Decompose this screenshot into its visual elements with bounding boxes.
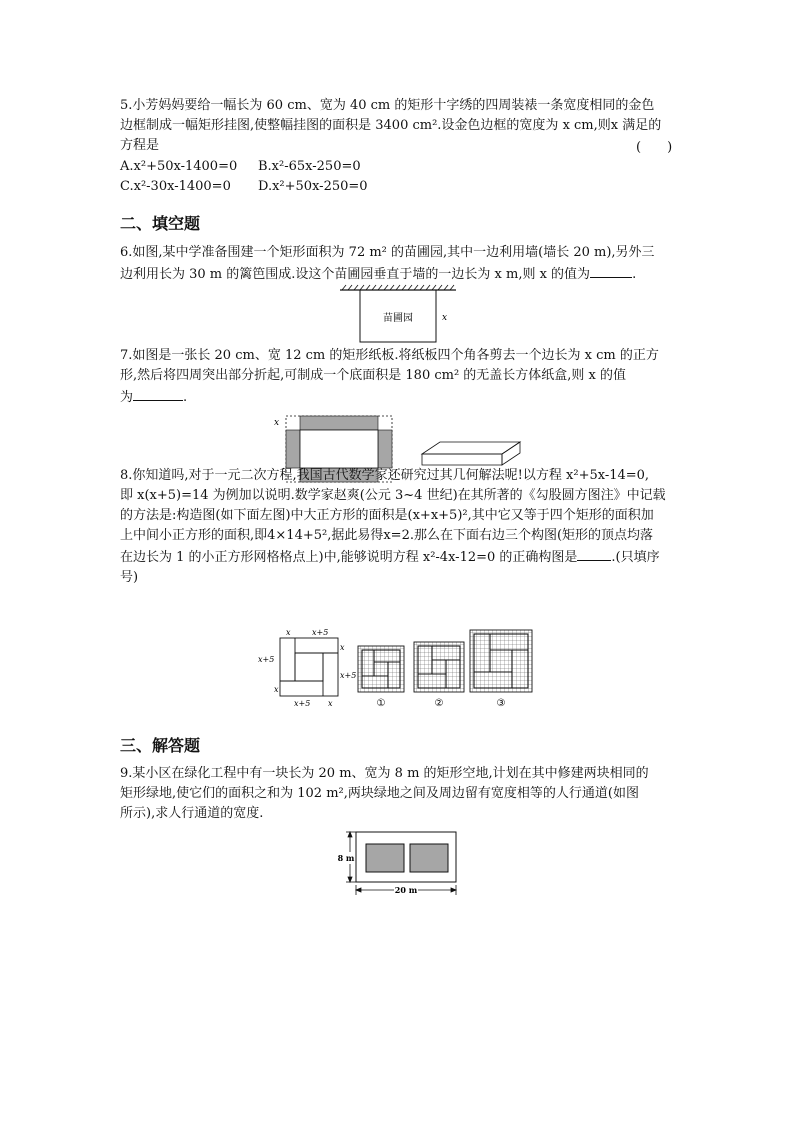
q7-line-3: 为	[120, 390, 134, 405]
label-right-x-plus-5: x+5	[340, 671, 357, 680]
flap-right	[378, 430, 392, 468]
zhao-shuang-diagram	[258, 626, 358, 708]
q8-line-5-end: .(只填序	[611, 550, 660, 565]
label-right-x: x	[340, 643, 345, 652]
box-base	[300, 430, 378, 468]
big-square-construction	[280, 638, 338, 696]
q6-line-2: 边利用长为 30 m 的篱笆围成.设这个苗圃园垂直于墙的一边长为 x m,则 x 的值为	[120, 267, 591, 282]
q8-line-5: 在边长为 1 的小正方形网格格点上)中,能够说明方程 x²-4x-12=0 的正确构图是	[120, 550, 578, 565]
label-top-x: x	[286, 628, 291, 637]
flap-top	[300, 416, 378, 430]
question-9	[120, 764, 680, 824]
question-8	[120, 466, 680, 588]
q5-option-a: A.x²+50x-1400=0	[120, 159, 238, 174]
q7-line-3-end: .	[183, 390, 188, 405]
q5-line-1: 5.小芳妈妈要给一幅长为 60 cm、宽为 40 cm 的矩形十字绣的四周装裱一条宽度相同的金色	[120, 98, 655, 113]
label-bottom-x: x	[328, 699, 333, 708]
q7-line-1: 7.如图是一张长 20 cm、宽 12 cm 的矩形纸板.将纸板四个角各剪去一个边长为 x cm 的正方	[120, 348, 659, 363]
section-heading-solve: 三、解答题	[120, 736, 201, 755]
q6-line-2-end: .	[632, 267, 637, 282]
grid-choices	[356, 628, 536, 712]
open-box-drawing	[422, 442, 520, 465]
q5-line-2: 边框制成一幅矩形挂图,使整幅挂图的面积是 3400 cm².设金色边框的宽度为 x cm,则x 满足的	[120, 118, 662, 133]
wall-hatching	[342, 285, 454, 290]
nursery-label: 苗圃园	[383, 313, 413, 324]
q8-answer-blank[interactable]	[577, 546, 611, 561]
grid-choice-1	[358, 646, 404, 709]
q5-answer-paren: ( )	[636, 140, 673, 155]
q5-option-b: B.x²-65x-250=0	[258, 159, 361, 174]
q7-answer-blank[interactable]	[133, 386, 183, 401]
q9-line-2: 矩形绿地,使它们的面积之和为 102 m²,两块绿地之间及周边留有宽度相等的人行通道(如图	[120, 786, 639, 801]
q8-line-6: 号)	[120, 570, 139, 585]
green-plot-right	[410, 844, 448, 872]
label-left-x: x	[274, 685, 279, 694]
width-label: 20 m	[394, 885, 418, 895]
question-5	[120, 96, 680, 156]
question-7	[120, 346, 680, 408]
q8-line-1: 8.你知道吗,对于一元二次方程,我国古代数学家还研究过其几何解法呢!以方程 x²+5x-14=0,	[120, 468, 650, 483]
q5-line-3: 方程是	[120, 138, 160, 153]
choice-3-label: ③	[496, 698, 506, 709]
label-top-x-plus-5: x+5	[312, 628, 329, 637]
q6-line-1: 6.如图,某中学准备围建一个矩形面积为 72 m² 的苗圃园,其中一边利用墙(墙长 20 m),另外三	[120, 245, 655, 260]
green-plot-left	[366, 844, 404, 872]
q5-option-c: C.x²-30x-1400=0	[120, 179, 231, 194]
q8-line-4: 上中间小正方形的面积,即4×14+5²,据此易得x=2.那么在下面右边三个构图(矩形的顶点均落	[120, 528, 654, 543]
label-bottom-x-plus-5: x+5	[294, 699, 311, 708]
height-label: 8 m	[337, 853, 355, 863]
q6-figure	[338, 284, 458, 346]
choice-1-label: ①	[376, 698, 386, 709]
label-left-x-plus-5: x+5	[258, 655, 275, 664]
section-heading-fill-in: 二、填空题	[120, 214, 201, 233]
question-6	[120, 243, 680, 285]
q7-line-2: 形,然后将四周突出部分折起,可制成一个底面积是 180 cm² 的无盖长方体纸盒,则 x 的值	[120, 368, 627, 383]
q9-line-3: 所示),求人行通道的宽度.	[120, 806, 264, 821]
grid-choice-3	[470, 630, 532, 709]
corner-x-label: x	[274, 418, 280, 428]
q8-line-3: 的方法是:构造图(如下面左图)中大正方形的面积是(x+x+5)²,其中它又等于四个矩形的面积加	[120, 508, 654, 523]
q9-figure	[332, 828, 462, 900]
q5-option-d: D.x²+50x-250=0	[258, 179, 368, 194]
q9-line-1: 9.某小区在绿化工程中有一块长为 20 m、宽为 8 m 的矩形空地,计划在其中修建两块相同的	[120, 766, 649, 781]
q8-line-2: 即 x(x+5)=14 为例加以说明.数学家赵爽(公元 3~4 世纪)在其所著的《勾股圆方图注》中记载	[120, 488, 666, 503]
nursery-side-label: x	[442, 313, 448, 323]
flap-left	[286, 430, 300, 468]
q6-answer-blank[interactable]	[590, 263, 632, 278]
choice-2-label: ②	[434, 698, 444, 709]
grid-choice-2	[414, 642, 464, 709]
